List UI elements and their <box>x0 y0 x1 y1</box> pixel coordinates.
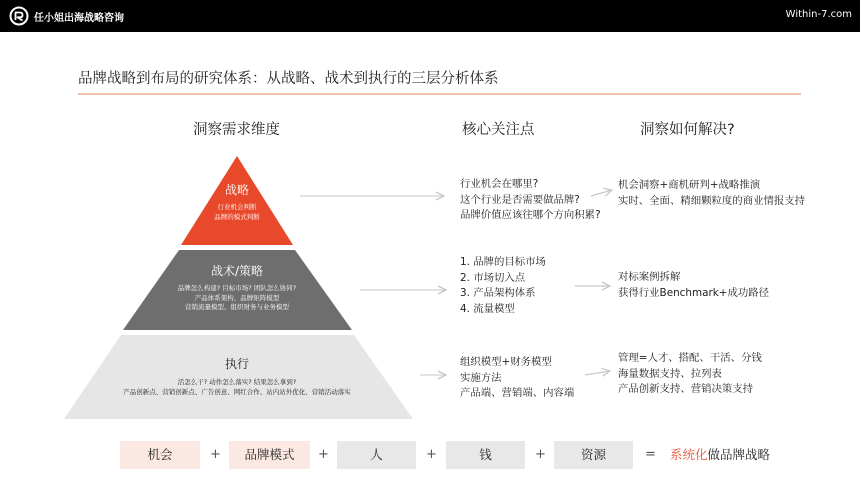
result-highlight: 系统化 <box>670 447 708 462</box>
plus-sign: + <box>318 447 329 462</box>
solution-list-tactics <box>618 270 769 301</box>
column-heading-dimension: 洞察需求维度 <box>193 122 280 138</box>
plus-sign: + <box>535 447 546 462</box>
solution-list-execution <box>618 351 762 398</box>
arrow-execution-solution <box>585 371 610 375</box>
equation-result <box>670 441 770 469</box>
list-item: 产品端、营销端、内容端 <box>460 387 575 399</box>
tier-sub-line: 活怎么干? 动作怎么落实? 结果怎么拿到? <box>177 378 297 386</box>
tier-sub-line: 品牌怎么构建? 目标市场? 团队怎么协同? <box>177 284 297 292</box>
list-item: 获得行业Benchmark+成功路径 <box>618 286 770 299</box>
equation-term-money: 钱 <box>446 441 525 469</box>
list-item: 2. 市场切入点 <box>460 271 526 284</box>
equation-term-opportunity: 机会 <box>120 441 200 469</box>
solution-list-strategy <box>618 178 805 209</box>
list-item: 品牌价值应该往哪个方向积累? <box>460 209 601 221</box>
tier-title: 战略 <box>224 183 249 197</box>
list-item: 对标案例拆解 <box>618 271 681 283</box>
focus-list-strategy <box>460 177 601 224</box>
tier-sub-line: 产品创新点、营销创新点、广告创意、网红合作、站内站外优化、营销活动落实 <box>123 387 351 396</box>
list-item: 实时、全面、精细颗粒度的商业情报支持 <box>618 194 806 207</box>
list-item: 组织模型+财务模型 <box>460 356 552 368</box>
tier-sub-line: 行业机会判断 <box>217 203 257 211</box>
list-item: 产品创新支持、营销决策支持 <box>618 383 754 395</box>
plus-sign: + <box>426 447 437 462</box>
list-item: 4. 流量模型 <box>460 302 515 315</box>
equation-term-resources: 资源 <box>554 441 633 469</box>
tier-execution-label <box>70 355 404 397</box>
list-item: 管理=人才、搭配、干活、分钱 <box>618 352 762 364</box>
plus-sign: + <box>210 447 221 462</box>
focus-list-execution <box>460 355 574 402</box>
site-url[interactable]: Within-7.com <box>785 9 852 20</box>
tier-sub-line: 营销流量模型、组织财务与业务模型 <box>185 303 289 311</box>
tier-strategy-label <box>181 181 293 222</box>
brand-name: 任小姐出海战略咨询 <box>34 13 124 24</box>
tier-sub-line: 产品体系架构、品牌矩阵模型 <box>194 293 280 302</box>
list-item: 1. 品牌的目标市场 <box>460 256 546 268</box>
page-title: 品牌战略到布局的研究体系：从战略、战术到执行的三层分析体系 <box>78 71 499 87</box>
list-item: 3. 产品架构体系 <box>460 287 536 299</box>
tier-title: 执行 <box>224 357 249 371</box>
focus-list-tactics <box>460 255 546 317</box>
tier-sub-line: 品牌的模式判断 <box>214 212 260 221</box>
list-item: 海量数据支持、拉列表 <box>618 367 722 380</box>
column-heading-focus: 核心关注点 <box>462 122 535 138</box>
tier-title: 战术/策略 <box>210 264 264 278</box>
list-item: 行业机会在哪里? <box>460 178 539 190</box>
equation-term-brand-model: 品牌模式 <box>229 441 310 469</box>
equals-sign: = <box>645 447 656 462</box>
list-item: 机会洞察+商机研判+战略推演 <box>618 179 761 191</box>
equation-term-people: 人 <box>337 441 416 469</box>
list-item: 这个行业是否需要做品牌? <box>460 193 580 206</box>
tier-tactics-label <box>140 262 334 313</box>
column-heading-solution: 洞察如何解决? <box>640 122 735 138</box>
result-rest: 做品牌战略 <box>707 447 771 462</box>
list-item: 实施方法 <box>460 371 502 384</box>
